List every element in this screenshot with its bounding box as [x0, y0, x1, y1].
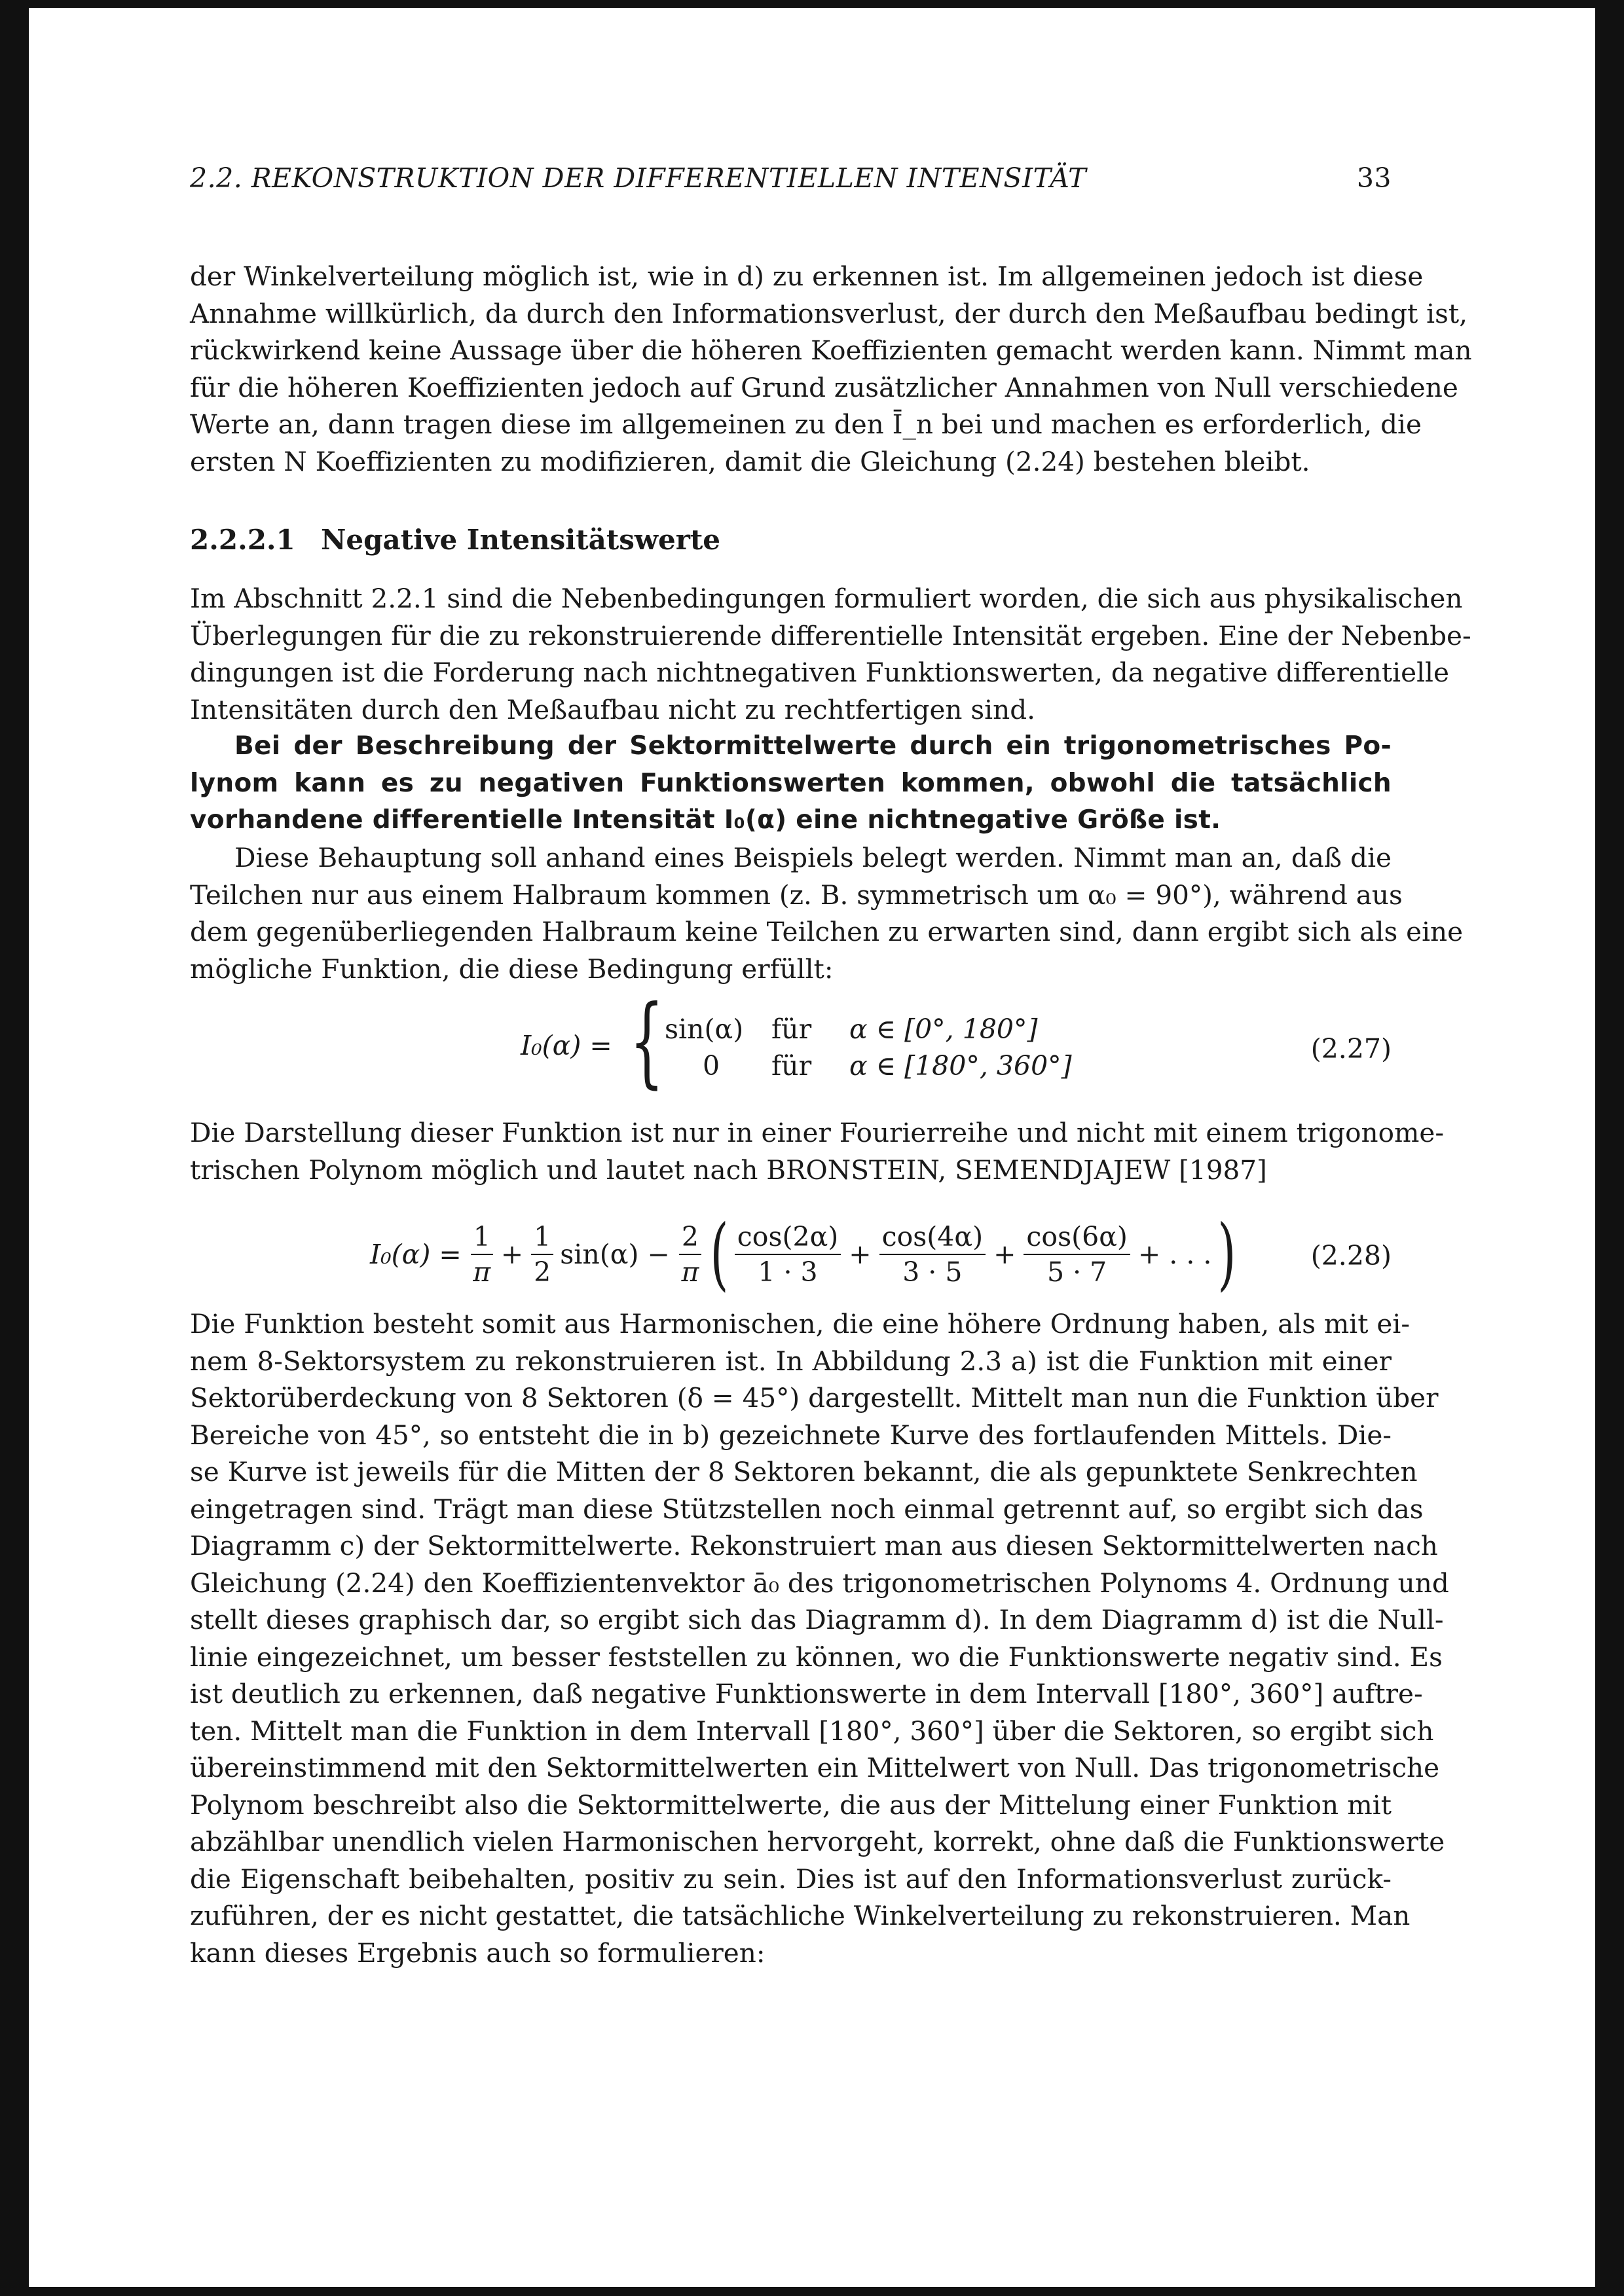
intro-paragraph — [190, 258, 1472, 480]
text-line: Annahme willkürlich, da durch den Informationsverlust, der durch den Meßaufbau bedingt ist, — [190, 297, 1468, 329]
eq-case2-range: α ∈ [180°, 360°] — [849, 1050, 1072, 1082]
text-line: Im Abschnitt 2.2.1 sind die Nebenbedingungen formuliert worden, die sich aus physikalischen — [190, 583, 1463, 614]
text-line: Diese Behauptung soll anhand eines Beispiels belegt werden. Nimmt man an, daß die — [234, 842, 1392, 873]
section-heading — [190, 524, 720, 556]
eq-lhs: I₀(α) = — [370, 1239, 462, 1270]
fraction: $\frac{1}{\pi}$ — [471, 1221, 493, 1288]
fraction: $\frac{1}{2}$ — [531, 1221, 553, 1288]
equation-number: (2.27) — [1310, 1033, 1392, 1065]
text-line: Polynom beschreibt also die Sektormittelwerte, die aus der Mittelung einer Funktion mit — [190, 1789, 1392, 1821]
text-line: Gleichung (2.24) den Koeffizientenvektor ā₀ des trigonometrischen Polynoms 4. Ordnung und — [190, 1567, 1449, 1599]
fraction: $\frac{2}{\pi}$ — [679, 1221, 701, 1288]
text-line: Intensitäten durch den Meßaufbau nicht zu rechtfertigen sind. — [190, 693, 1035, 725]
fraction: $\frac{\cos(6\alpha)}{5 \cdot 7}$ — [1024, 1221, 1130, 1288]
eq-case2-value: 0 — [703, 1050, 720, 1082]
text-line: nem 8-Sektorsystem zu rekonstruieren ist. In Abbildung 2.3 a) ist die Funktion mit einer — [190, 1345, 1392, 1377]
text-line: Werte an, dann tragen diese im allgemeinen zu den Ī_n bei und machen es erforderlich, die — [190, 409, 1422, 440]
text-line: für die höheren Koeffizienten jedoch auf Grund zusätzlicher Annahmen von Null verschiedene — [190, 371, 1458, 403]
text-line: dingungen ist die Forderung nach nichtnegativen Funktionswerten, da negative differentielle — [190, 657, 1449, 688]
text-line: Bereiche von 45°, so entsteht die in b) gezeichnete Kurve des fortlaufenden Mittels. Die- — [190, 1419, 1392, 1451]
text-line: vorhandene differentielle Intensität I₀(α) eine nichtnegative Größe ist. — [190, 805, 1221, 835]
text-line: dem gegenüberliegenden Halbraum keine Teilchen zu erwarten sind, dann ergibt sich als eine — [190, 916, 1464, 947]
eq-brace: { — [629, 985, 664, 1099]
text-line: kann dieses Ergebnis auch so formulieren: — [190, 1937, 766, 1969]
text-line: eingetragen sind. Trägt man diese Stützstellen noch einmal getrennt auf, so ergibt sich das — [190, 1493, 1424, 1525]
text-line: übereinstimmend mit den Sektormittelwerten ein Mittelwert von Null. Das trigonometrische — [190, 1752, 1440, 1783]
equation-number: (2.28) — [1310, 1240, 1392, 1271]
text-line: ist deutlich zu erkennen, daß negative Funktionswerte in dem Intervall [180°, 360°] auftre- — [190, 1678, 1423, 1709]
equation-2-28 — [190, 1209, 1392, 1300]
text-line: zuführen, der es nicht gestattet, die tatsächliche Winkelverteilung zu rekonstruieren. Man — [190, 1900, 1411, 1931]
paragraph-example — [190, 839, 1464, 987]
text-line: Die Darstellung dieser Funktion ist nur in einer Fourierreihe und nicht mit einem trigonome- — [190, 1117, 1445, 1148]
eq-lhs: I₀(α) = — [521, 1030, 612, 1061]
text-line: Überlegungen für die zu rekonstruierende differentielle Intensität ergeben. Eine der Nebenbe- — [190, 619, 1471, 651]
right-paren: ) — [1217, 1209, 1236, 1300]
page-number: 33 — [1356, 162, 1392, 194]
paragraph-fourier — [190, 1114, 1445, 1188]
text-line: rückwirkend keine Aussage über die höheren Koeffizienten gemacht werden kann. Nimmt man — [190, 335, 1472, 366]
text-line: lynom kann es zu negativen Funktionswerten kommen, obwohl die tatsächlich — [190, 768, 1392, 798]
paragraph-discussion — [190, 1305, 1449, 1971]
equation-2-27 — [190, 985, 1392, 1100]
text-line: trischen Polynom möglich und lautet nach BRONSTEIN, SEMENDJAJEW [1987] — [190, 1154, 1267, 1186]
text-line: mögliche Funktion, die diese Bedingung erfüllt: — [190, 953, 834, 985]
eq-case1-value: sin(α) — [665, 1013, 744, 1045]
text-line: Sektorüberdeckung von 8 Sektoren (δ = 45°) dargestellt. Mittelt man nun die Funktion über — [190, 1382, 1439, 1413]
paragraph-constraints — [190, 580, 1471, 728]
text-line: stellt dieses graphisch dar, so ergibt sich das Diagramm d). In dem Diagramm d) ist die Null- — [190, 1604, 1444, 1635]
text-line: ten. Mittelt man die Funktion in dem Intervall [180°, 360°] über die Sektoren, so ergibt sich — [190, 1715, 1434, 1747]
left-paren: ( — [710, 1209, 729, 1300]
fraction: $\frac{\cos(2\alpha)}{1 \cdot 3}$ — [735, 1221, 841, 1288]
eq-case1-cond: für — [771, 1013, 812, 1045]
theorem-statement — [190, 728, 1392, 839]
text-line: Die Funktion besteht somit aus Harmonischen, die eine höhere Ordnung haben, als mit ei- — [190, 1308, 1410, 1339]
text-line: linie eingezeichnet, um besser feststellen zu können, wo die Funktionswerte negativ sind. Es — [190, 1641, 1443, 1673]
text-line: Bei der Beschreibung der Sektormittelwerte durch ein trigonometrisches Po- — [234, 731, 1392, 761]
text-line: abzählbar unendlich vielen Harmonischen hervorgeht, korrekt, ohne daß die Funktionswerte — [190, 1826, 1445, 1857]
text-line: Teilchen nur aus einem Halbraum kommen (z. B. symmetrisch um α₀ = 90°), während aus — [190, 879, 1403, 911]
running-header — [190, 162, 1392, 202]
text-line: der Winkelverteilung möglich ist, wie in d) zu erkennen ist. Im allgemeinen jedoch ist diese — [190, 261, 1424, 292]
text-line: ersten N Koeffizienten zu modifizieren, damit die Gleichung (2.24) bestehen bleibt. — [190, 445, 1310, 477]
text-line: se Kurve ist jeweils für die Mitten der 8 Sektoren bekannt, die als gepunktete Senkrechten — [190, 1456, 1418, 1487]
eq-expression: I₀(α) = $\frac{1}{\pi}$ + $\frac{1}{2}$ sin(α) − $\frac{2}{\pi}$ ( $\frac{\cos(2\alpha)}{1 \cdot 3}$ + $\frac{\cos(4\alpha)}{3 \cdot 5}$ + $\frac{\cos(6\alpha)}{5 \cdot 7}$ + . . . ) — [370, 1209, 1236, 1300]
text-line: Diagramm c) der Sektormittelwerte. Rekonstruiert man aus diesen Sektormittelwerten nach — [190, 1530, 1438, 1561]
text-line: die Eigenschaft beibehalten, positiv zu sein. Dies ist auf den Informationsverlust zurück- — [190, 1863, 1392, 1895]
section-number: 2.2.2.1 — [190, 524, 295, 556]
eq-case1-range: α ∈ [0°, 180°] — [849, 1013, 1038, 1045]
section-title: Negative Intensitätswerte — [321, 524, 721, 556]
header-title: 2.2. REKONSTRUKTION DER DIFFERENTIELLEN INTENSITÄT — [190, 162, 1086, 194]
eq-case2-cond: für — [771, 1050, 812, 1082]
fraction: $\frac{\cos(4\alpha)}{3 \cdot 5}$ — [879, 1221, 986, 1288]
